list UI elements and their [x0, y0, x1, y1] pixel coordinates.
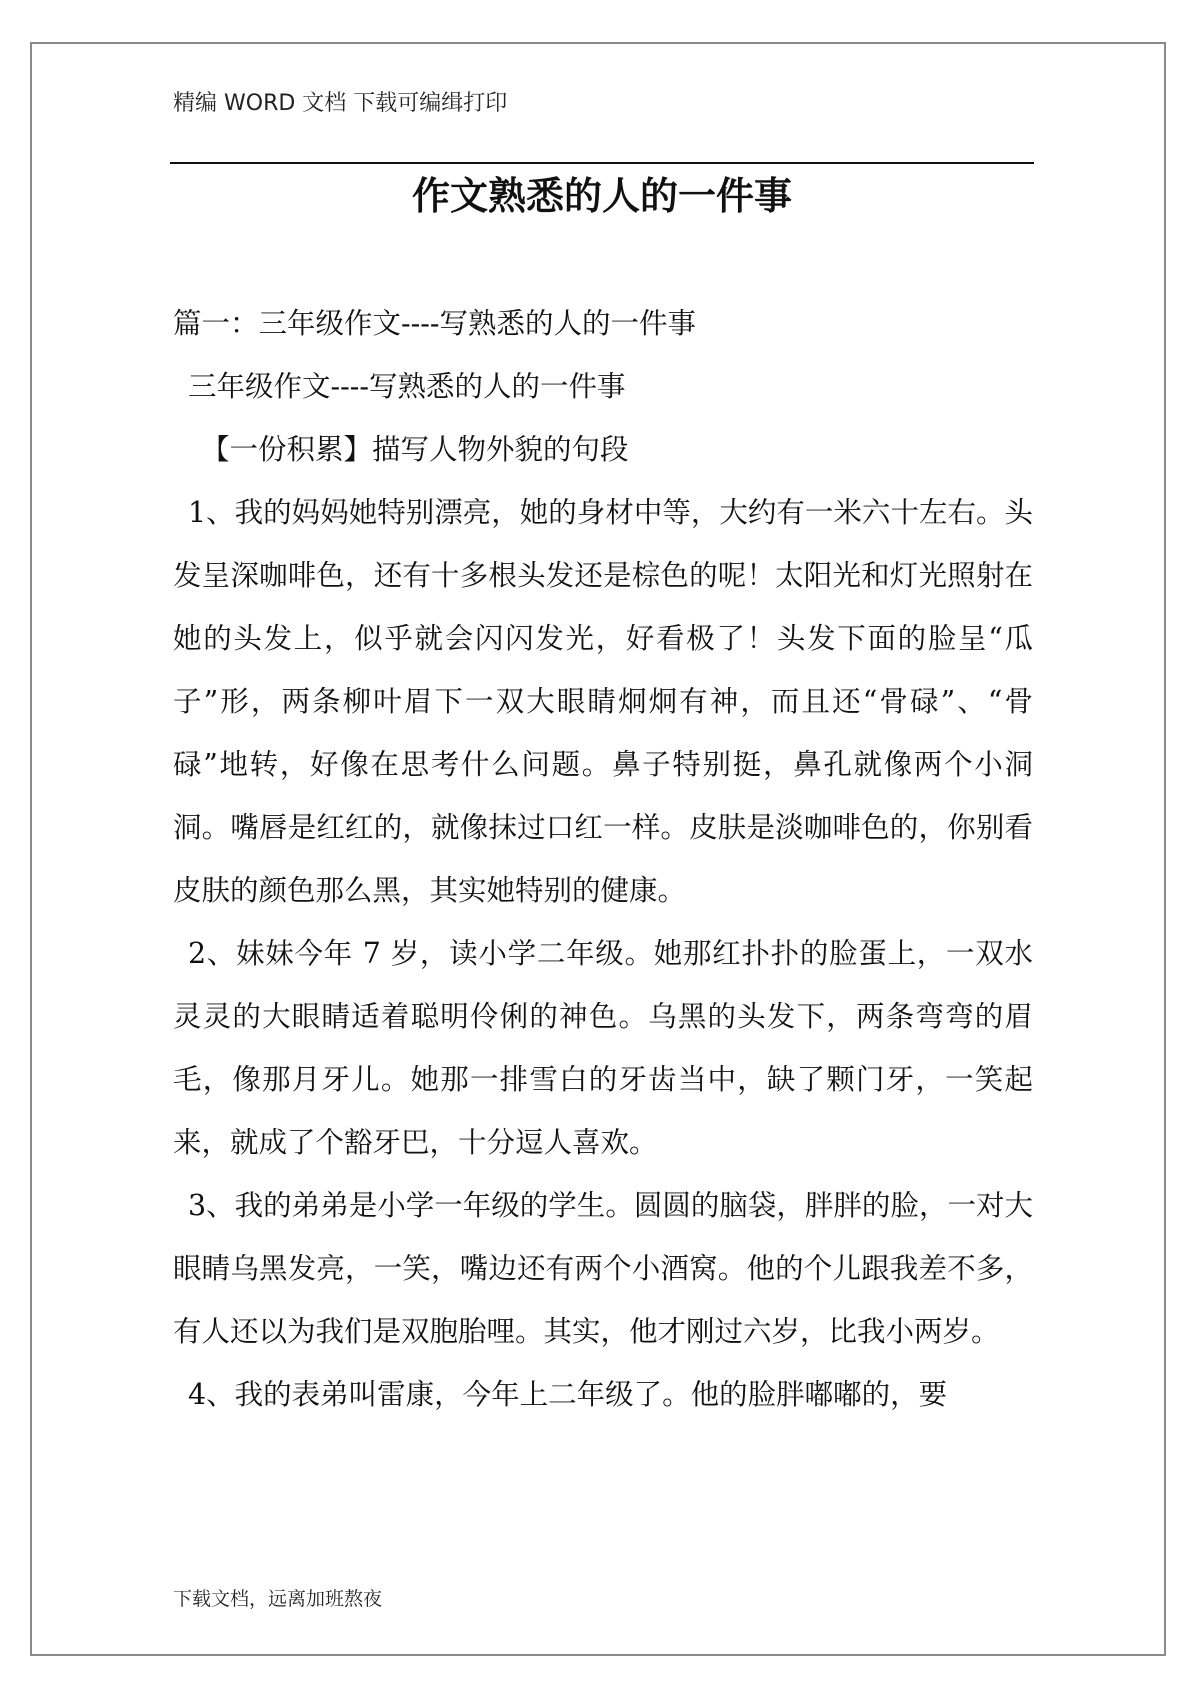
- page-footer: 下载文档，远离加班熬夜: [173, 1588, 383, 1610]
- paragraph-4: 4、我的表弟叫雷康，今年上二年级了。他的脸胖嘟嘟的，要: [188, 1378, 948, 1411]
- paragraph-1: 1、我的妈妈她特别漂亮，她的身材中等，大约有一米六十左右。头发呈深咖啡色，还有十多根头发还是棕色的呢！太阳光和灯光照射在她的头发上，似乎就会闪闪发光，好看极了！头发下面的脸呈“瓜子”形，两条柳叶眉下一双大眼睛炯炯有神，而且还“骨碌”、“骨碌”地转，好像在思考什么问题。鼻子特别挺，鼻孔就像两个小洞洞。嘴唇是红红的，就像抹过口红一样。皮肤是淡咖啡色的，你别看皮肤的颜色那么黑，其实她特别的健康。: [173, 496, 1033, 907]
- page-header: 精编 WORD 文档 下载可编缉打印: [173, 91, 508, 116]
- section-label: 【一份积累】描写人物外貌的句段: [201, 433, 629, 466]
- header-divider: [170, 162, 1034, 164]
- section-heading: 篇一：三年级作文----写熟悉的人的一件事: [173, 307, 697, 340]
- document-title: 作文熟悉的人的一件事: [411, 173, 792, 218]
- subtitle: 三年级作文----写熟悉的人的一件事: [188, 370, 626, 403]
- paragraph-2: 2、妹妹今年 7 岁，读小学二年级。她那红扑扑的脸蛋上，一双水灵灵的大眼睛适着聪明伶俐的神色。乌黑的头发下，两条弯弯的眉毛，像那月牙儿。她那一排雪白的牙齿当中，缺了颗门牙，一笑起来，就成了个豁牙巴，十分逗人喜欢。: [173, 937, 1033, 1159]
- paragraph-3: 3、我的弟弟是小学一年级的学生。圆圆的脑袋，胖胖的脸，一对大眼睛乌黑发亮，一笑，嘴边还有两个小酒窝。他的个儿跟我差不多，有人还以为我们是双胞胎哩。其实，他才刚过六岁，比我小两岁。: [173, 1189, 1033, 1348]
- document-body: [173, 292, 1033, 1426]
